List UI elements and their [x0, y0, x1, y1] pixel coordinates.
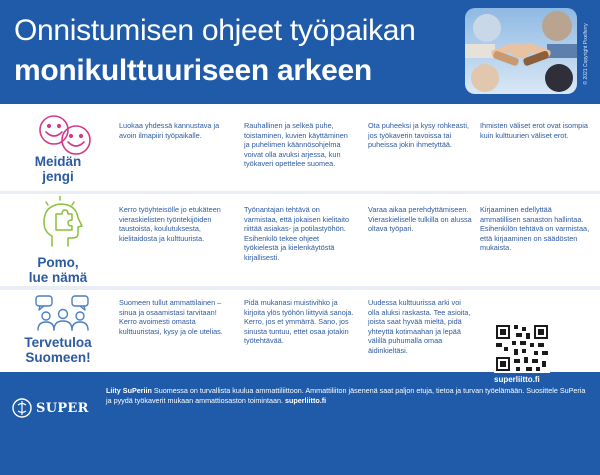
tips-panel	[0, 104, 600, 475]
footer-body: Suomessa on turvallista kuulua ammattiliittoon. Ammattiliiton jäsenenä saat paljon etuja, tietoa ja turvan työelämään. Suosittele SuPeria ja pyydä työkaverit mukaan ammattiosaston toimintaan.	[106, 386, 586, 405]
row-meidan-jengi	[0, 104, 600, 191]
smiley-faces-icon	[34, 110, 94, 158]
title-line2: monikulttuuriseen arkeen	[14, 54, 372, 87]
footer-text	[106, 386, 590, 406]
qr-code-icon	[494, 323, 550, 373]
head-puzzle-icon	[38, 196, 88, 250]
tip-cell: Suomeen tullut ammattilainen – sinua ja osaamistasi tarvitaan! Kerro avoimesti omasta kulttuuristasi, kysy ja ole utelias.	[119, 298, 223, 336]
footer-bold: Liity SuPeriin	[106, 386, 152, 395]
tip-cell: Kirjaaminen edellyttää ammatillisen sanaston hallintaa. Esihenkilön tehtävä on varmistaa, että kirjaaminen on säädösten mukaista.	[480, 205, 590, 253]
tip-cell: Kerro työyhteisölle jo etukäteen vieraskielisten työntekijöiden taustoista, koulutuksesta, kielitaidosta ja kulttuurista.	[119, 205, 221, 243]
header	[0, 0, 600, 104]
chat-people-icon	[32, 294, 94, 332]
tip-cell: Varaa aikaa perehdyttämiseen. Vieraskieliselle tulkilla on alussa oltava työpari.	[368, 205, 472, 234]
title-line1: Onnistumisen ohjeet työpaikan	[14, 14, 416, 47]
tip-cell: Uudessa kulttuurissa arki voi olla aluksi raskasta. Tee asioita, joista saat hyvää mieltä, pidä yhteyttä kotimaahan ja lepää välillä puhumalla omaa äidinkieltäsi.	[368, 298, 471, 355]
tip-cell: Ota puheeksi ja kysy rohkeasti, jos työkaverin tavoissa tai puheissa jokin ihmetyttää.	[368, 121, 469, 150]
row-label-tervetuloa: Tervetuloa Suomeen!	[24, 335, 92, 365]
qr-url[interactable]: superliitto.fi	[494, 375, 540, 384]
tip-cell: Rauhallinen ja selkeä puhe, toistaminen, kuvien käyttäminen ja puhelimen käännösohjelma voivat olla avuksi arjessa, kun työkaveri opettelee suomea.	[244, 121, 348, 169]
header-photo	[465, 8, 577, 94]
footer-link[interactable]: superliitto.fi	[284, 396, 327, 405]
tip-cell: Ihmisten väliset erot ovat isompia kuin kulttuurien väliset erot.	[480, 121, 588, 140]
row-label-pomo: Pomo, lue nämä	[28, 255, 88, 285]
super-logo	[12, 398, 89, 418]
super-logo-icon	[12, 398, 32, 418]
team-hands-photo	[465, 8, 577, 94]
super-logo-text: SUPER	[36, 400, 89, 416]
tip-cell: Työnantajan tehtävä on varmistaa, että jokaisen kielitaito riittää asiakas- ja potilastyöhön. Esihenkilö tekee ohjeet työkielestä ja kielenkäytöstä kirjallisesti.	[244, 205, 350, 262]
row-label-meidan-jengi: Meidän jengi	[34, 154, 82, 184]
copyright-note: © 2021 Copyright Pixelferry	[583, 23, 589, 85]
row-pomo-lue-nama	[0, 194, 600, 286]
tip-cell: Pidä mukanasi muistivihko ja kirjoita ylös työhön liittyviä sanoja. Kerro, jos et ymmärrä. Sano, jos sinusta tuntuu, ettet osaa jotakin työtehtävää.	[244, 298, 354, 346]
tip-cell: Luokaa yhdessä kannustava ja avoin ilmapiiri työpaikalle.	[119, 121, 220, 140]
qr-code[interactable]	[494, 323, 550, 373]
